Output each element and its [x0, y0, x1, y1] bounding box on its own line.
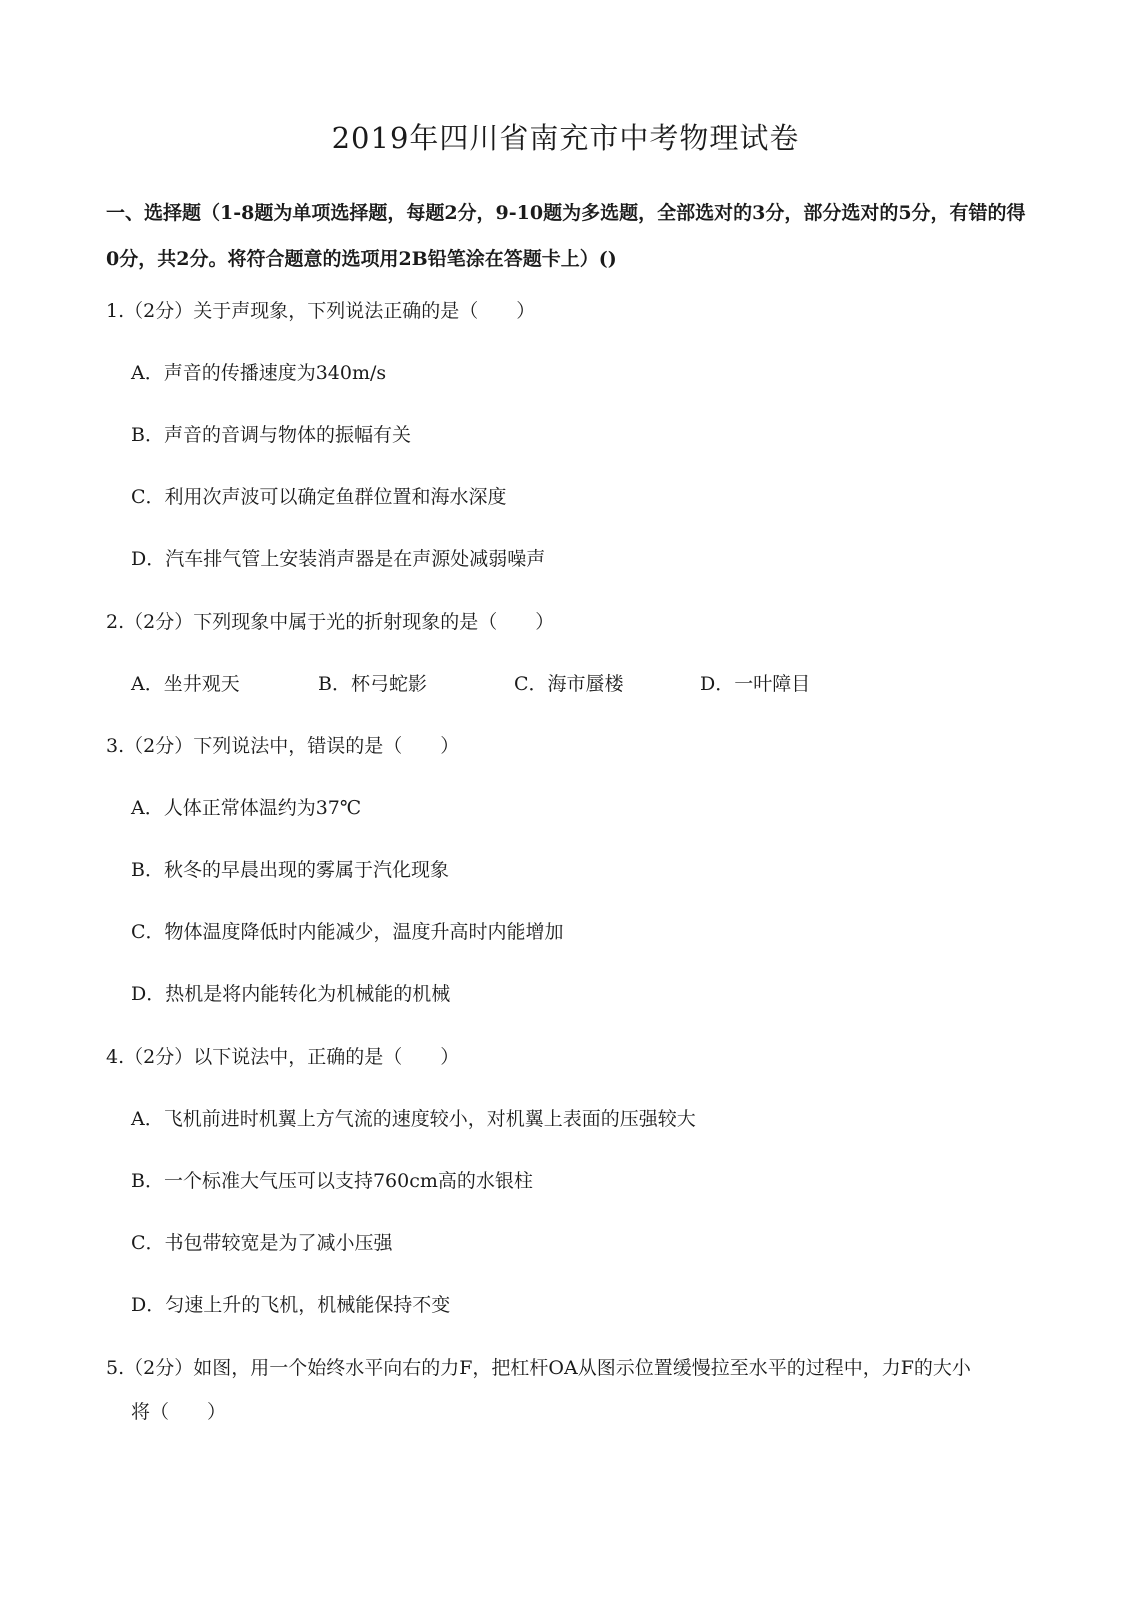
question-2-stem: 2.（2分）下列现象中属于光的折射现象的是（ ）: [106, 611, 555, 633]
section-header: 一、选择题（1-8题为单项选择题，每题2分，9-10题为多选题，全部选对的3分，部分选对的5分，有错的得0分，共2分。将符合题意的选项用2B铅笔涂在答题卡上）(): [106, 202, 1026, 270]
question-2-option-b: B．杯弓蛇影: [318, 673, 427, 695]
question-3-option-c: C．物体温度降低时内能减少，温度升高时内能增加: [131, 921, 564, 943]
question-4-option-d: D．匀速上升的飞机，机械能保持不变: [131, 1294, 451, 1316]
question-4-option-a: A．飞机前进时机翼上方气流的速度较小，对机翼上表面的压强较大: [131, 1108, 696, 1130]
question-2-option-c: C．海市蜃楼: [514, 673, 624, 695]
question-4-option-b: B．一个标准大气压可以支持760cm高的水银柱: [131, 1170, 533, 1192]
question-3-option-a: A．人体正常体温约为37℃: [131, 797, 362, 819]
question-1-option-a: A．声音的传播速度为340m/s: [131, 362, 387, 384]
question-4-stem: 4.（2分）以下说法中，正确的是（ ）: [106, 1046, 460, 1068]
question-2-option-d: D．一叶障目: [700, 673, 811, 695]
question-3-option-d: D．热机是将内能转化为机械能的机械: [131, 983, 451, 1005]
question-5-stem-continued: 将（ ）: [131, 1401, 227, 1423]
question-4-option-c: C．书包带较宽是为了减小压强: [131, 1232, 393, 1254]
question-1-option-d: D．汽车排气管上安装消声器是在声源处减弱噪声: [131, 548, 546, 570]
question-1-option-c: C．利用次声波可以确定鱼群位置和海水深度: [131, 486, 507, 508]
question-3-stem: 3.（2分）下列说法中，错误的是（ ）: [106, 735, 460, 757]
question-3-option-b: B．秋冬的早晨出现的雾属于汽化现象: [131, 859, 449, 881]
question-1-option-b: B．声音的音调与物体的振幅有关: [131, 424, 411, 446]
question-1-stem: 1.（2分）关于声现象，下列说法正确的是（ ）: [106, 300, 536, 322]
question-5-stem: 5.（2分）如图，用一个始终水平向右的力F，把杠杆OA从图示位置缓慢拉至水平的过程中，力F的大小: [106, 1357, 971, 1379]
page-title: 2019年四川省南充市中考物理试卷: [331, 121, 800, 155]
question-2-option-a: A．坐井观天: [131, 673, 240, 695]
